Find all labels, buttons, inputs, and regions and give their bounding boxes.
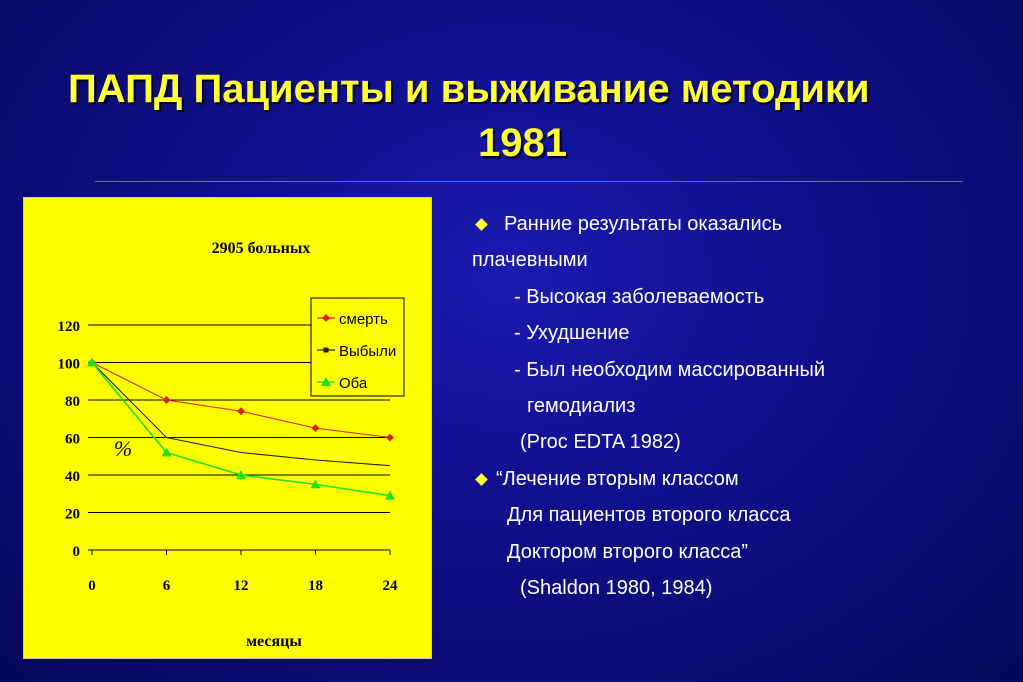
bullet-text-line: [472, 570, 1012, 606]
y-tick-label: 120: [57, 319, 80, 335]
bullet-text: Ранние результаты оказались: [504, 213, 783, 235]
chart-panel: [23, 197, 432, 659]
bullet-text-line: [472, 352, 1012, 388]
x-tick-label: 6: [162, 578, 171, 594]
bullet-text: (Proc EDTA 1982): [520, 431, 681, 454]
bullet-text: (Shaldon 1980, 1984): [520, 576, 713, 599]
data-point-smert: [312, 424, 320, 432]
y-tick-label: 100: [57, 356, 80, 373]
x-tick-label: 12: [233, 578, 249, 594]
bullet-text: плачевными: [472, 249, 588, 272]
diamond-bullet-icon: [475, 473, 488, 486]
x-tick-label: 0: [88, 578, 96, 594]
bullet-text: Для пациентов второго класса: [507, 504, 791, 527]
y-tick-label: 60: [65, 431, 80, 448]
legend-label-smert: смерть: [339, 311, 388, 328]
x-axis-label: месяцы: [246, 633, 302, 650]
bullet-text-line: [472, 279, 1012, 315]
bullet-text-line: [472, 315, 1012, 351]
data-point-smert: [163, 396, 171, 404]
bullet-text: гемодиализ: [527, 394, 636, 417]
x-tick-label: 24: [382, 578, 398, 594]
y-tick-label: 20: [65, 506, 80, 523]
slide-title: [0, 62, 1023, 170]
title-line-1: ПАПД Пациенты и выживание методики: [68, 67, 870, 111]
x-tick-label: 18: [308, 578, 323, 594]
bullet-text-line: [472, 497, 1012, 533]
data-point-smert: [386, 434, 394, 442]
data-point-smert: [237, 407, 245, 415]
title-line-2: 1981: [478, 121, 567, 165]
bullet-text: Доктором второго класса”: [507, 540, 749, 563]
y-axis-label: %: [113, 436, 133, 461]
bullet-text-line: [472, 534, 1012, 570]
y-tick-label: 0: [72, 544, 80, 560]
chart-title: 2905 больных: [211, 240, 311, 257]
legend-label-vybyli: Выбыли: [339, 343, 397, 360]
bullet-text: - Высокая заболеваемость: [514, 285, 765, 308]
bullet-text: “Лечение вторым классом: [496, 467, 739, 490]
bullet-text: - Ухудшение: [514, 322, 630, 345]
bullet-list: [472, 206, 1012, 606]
bullet-text-line: [472, 388, 1012, 424]
bullet-item: [472, 206, 1012, 242]
legend-marker-vybyli: [324, 348, 329, 353]
bullet-text: - Был необходим массированный: [514, 358, 826, 381]
y-tick-label: 80: [65, 394, 80, 410]
diamond-bullet-icon: [475, 218, 488, 231]
title-divider: [95, 181, 963, 182]
bullet-text-line: [472, 424, 1012, 460]
legend-label-oba: Оба: [339, 375, 368, 392]
survival-chart: [24, 198, 433, 660]
bullet-text-line: [472, 242, 1012, 278]
bullet-item: [472, 461, 1012, 497]
y-tick-label: 40: [65, 469, 80, 485]
